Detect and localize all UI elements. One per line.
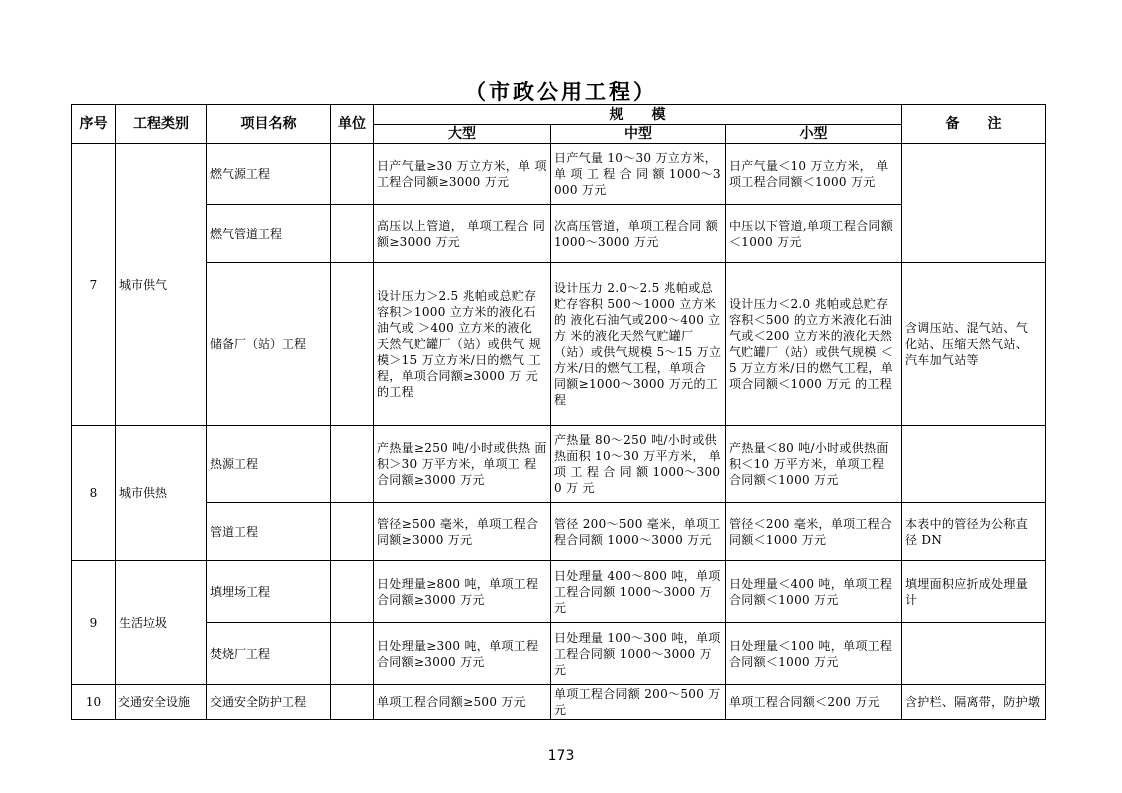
medium-cell: 日处理量 100～300 吨，单项 工程合同额 1000～3000 万元 xyxy=(551,623,726,685)
table-row xyxy=(72,503,1046,561)
header-remarks: 备 注 xyxy=(902,105,1046,144)
small-cell: 中压以下管道,单项工程合同额＜1000 万元 xyxy=(726,205,902,263)
large-cell: 单项工程合同额≥500 万元 xyxy=(374,685,551,720)
unit-cell xyxy=(331,205,374,263)
medium-cell: 设计压力 2.0～2.5 兆帕或总 贮存容积 500～1000 立方米的 液化石油气或200～400 立方 米的液化天然气贮罐厂（站）或供气规模 5～15 万立 方米/日的燃气工程，单项合 同额≥1000～3000 万元的工 程 xyxy=(551,263,726,426)
header-project: 项目名称 xyxy=(207,105,331,144)
category-cell: 生活垃圾 xyxy=(116,561,207,685)
category-cell: 交通安全设施 xyxy=(116,685,207,720)
seq-cell: 7 xyxy=(72,144,116,426)
remarks-cell xyxy=(902,144,1046,263)
table-row xyxy=(72,144,1046,205)
small-cell: 日处理量＜400 吨，单项工程 合同额＜1000 万元 xyxy=(726,561,902,623)
seq-cell: 10 xyxy=(72,685,116,720)
header-small: 小型 xyxy=(726,125,902,144)
table-row xyxy=(72,263,1046,426)
large-cell: 高压以上管道， 单项工程合 同额≥3000 万元 xyxy=(374,205,551,263)
project-cell: 填埋场工程 xyxy=(207,561,331,623)
seq-cell: 9 xyxy=(72,561,116,685)
medium-cell: 产热量 80～250 吨/小时或供 热面积 10～30 万平方米， 单 项 工 程 合 同 额 1000～3000 万 元 xyxy=(551,426,726,503)
remarks-cell: 含调压站、混气站、气 化站、压缩天然气站、 汽车加气站等 xyxy=(902,263,1046,426)
remarks-cell: 填埋面积应折成处理量 计 xyxy=(902,561,1046,623)
table-row xyxy=(72,623,1046,685)
table-row xyxy=(72,685,1046,720)
medium-cell: 管径 200～500 毫米，单项工 程合同额 1000～3000 万元 xyxy=(551,503,726,561)
medium-cell: 日处理量 400～800 吨，单项 工程合同额 1000～3000 万元 xyxy=(551,561,726,623)
project-scale-table xyxy=(71,104,1046,720)
large-cell: 日处理量≥800 吨，单项工程 合同额≥3000 万元 xyxy=(374,561,551,623)
large-cell: 日产气量≥30 万立方米，单 项工程合同额≥3000 万元 xyxy=(374,144,551,205)
project-cell: 焚烧厂工程 xyxy=(207,623,331,685)
small-cell: 日产气量＜10 万立方米， 单 项工程合同额＜1000 万元 xyxy=(726,144,902,205)
large-cell: 日处理量≥300 吨，单项工程 合同额≥3000 万元 xyxy=(374,623,551,685)
page-title: （市政公用工程） xyxy=(465,80,657,104)
medium-cell: 单项工程合同额 200～500 万 元 xyxy=(551,685,726,720)
table-row xyxy=(72,205,1046,263)
unit-cell xyxy=(331,426,374,503)
small-cell: 产热量＜80 吨/小时或供热面 积＜10 万平方米，单项工程 合同额＜1000 万元 xyxy=(726,426,902,503)
small-cell: 设计压力＜2.0 兆帕或总贮存 容积＜500 的立方米液化石油 气或＜200 立方米的液化天然 气贮罐厂（站）或供气规模 ＜5 万立方米/日的燃气工程，单项合同额＜1000 万元 的工程 xyxy=(726,263,902,426)
table-row xyxy=(72,561,1046,623)
unit-cell xyxy=(331,263,374,426)
remarks-cell: 本表中的管径为公称直 径 DN xyxy=(902,503,1046,561)
header-seq: 序号 xyxy=(72,105,116,144)
small-cell: 日处理量＜100 吨，单项工程 合同额＜1000 万元 xyxy=(726,623,902,685)
header-category: 工程类别 xyxy=(116,105,207,144)
unit-cell xyxy=(331,144,374,205)
project-cell: 热源工程 xyxy=(207,426,331,503)
header-large: 大型 xyxy=(374,125,551,144)
large-cell: 管径≥500 毫米，单项工程合 同额≥3000 万元 xyxy=(374,503,551,561)
remarks-cell xyxy=(902,623,1046,685)
project-cell: 储备厂（站）工程 xyxy=(207,263,331,426)
project-cell: 燃气源工程 xyxy=(207,144,331,205)
unit-cell xyxy=(331,623,374,685)
unit-cell xyxy=(331,503,374,561)
category-cell: 城市供气 xyxy=(116,144,207,426)
medium-cell: 次高压管道，单项工程合同 额 1000～3000 万元 xyxy=(551,205,726,263)
large-cell: 设计压力＞2.5 兆帕或总贮存 容积＞1000 立方米的液化石 油气或 ＞400 立方米的液化 天然气贮罐厂（站）或供气 规模＞15 万立方米/日的燃气 工程，单项合同额≥3000 万 元的工程 xyxy=(374,263,551,426)
project-cell: 交通安全防护工程 xyxy=(207,685,331,720)
unit-cell xyxy=(331,685,374,720)
large-cell: 产热量≥250 吨/小时或供热 面积＞30 万平方米，单项工 程合同额≥3000 万元 xyxy=(374,426,551,503)
header-unit: 单位 xyxy=(331,105,374,144)
seq-cell: 8 xyxy=(72,426,116,561)
project-cell: 管道工程 xyxy=(207,503,331,561)
remarks-cell: 含护栏、隔离带，防护墩 xyxy=(902,685,1046,720)
medium-cell: 日产气量 10～30 万立方米， 单 项 工 程 合 同 额 1000～3000 万元 xyxy=(551,144,726,205)
project-cell: 燃气管道工程 xyxy=(207,205,331,263)
header-medium: 中型 xyxy=(551,125,726,144)
header-scale: 规 模 xyxy=(374,105,902,125)
unit-cell xyxy=(331,561,374,623)
small-cell: 管径＜200 毫米，单项工程合 同额＜1000 万元 xyxy=(726,503,902,561)
remarks-cell xyxy=(902,426,1046,503)
small-cell: 单项工程合同额＜200 万元 xyxy=(726,685,902,720)
category-cell: 城市供热 xyxy=(116,426,207,561)
table-row xyxy=(72,426,1046,503)
page-number: 173 xyxy=(547,748,575,764)
